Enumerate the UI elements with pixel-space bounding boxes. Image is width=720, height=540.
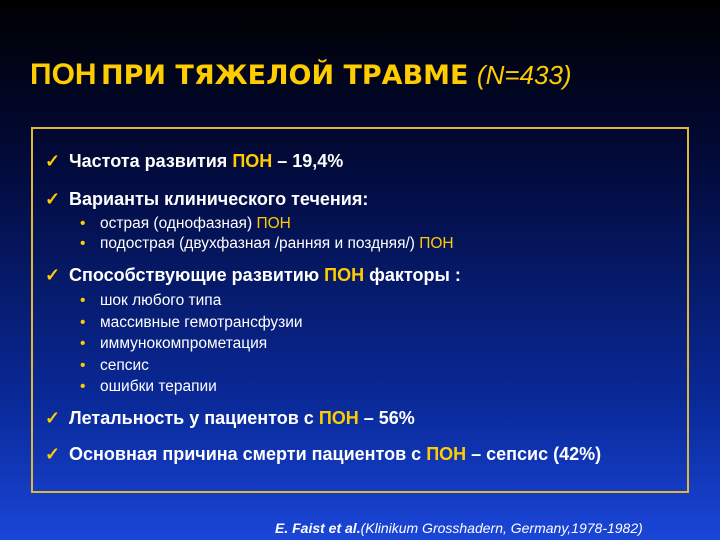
check-icon: ✓	[45, 444, 61, 464]
bullet-icon: •	[80, 357, 86, 374]
factor-text: иммунокомпрометация	[100, 335, 268, 352]
check-icon: ✓	[45, 408, 61, 428]
variant-item	[80, 216, 291, 232]
factor-text: шок любого типа	[100, 292, 222, 309]
factor-item	[80, 293, 221, 309]
item-text: Основная причина смерти пациентов с	[69, 444, 427, 464]
check-icon: ✓	[45, 189, 61, 209]
title-sample-size: (N=433)	[476, 60, 572, 90]
item-variants	[45, 189, 368, 210]
variant-text: острая (однофазная)	[100, 215, 257, 232]
item-frequency	[45, 151, 343, 172]
variant-item	[80, 236, 454, 252]
reference-source: (Klinikum Grosshadern, Germany,1978-1982)	[360, 520, 643, 536]
variant-highlight: ПОН	[256, 215, 291, 232]
factor-item	[80, 358, 149, 374]
bullet-icon: •	[80, 235, 86, 252]
factor-item	[80, 336, 267, 352]
item-tail: – 19,4%	[272, 151, 344, 171]
item-tail: – сепсис (42%)	[466, 444, 602, 464]
item-tail: факторы :	[364, 265, 461, 285]
reference-citation	[275, 520, 643, 536]
item-text: Частота развития	[69, 151, 233, 171]
factor-text: сепсис	[100, 357, 149, 374]
reference-author: E. Faist et al.	[275, 520, 361, 536]
title-main: ПРИ ТЯЖЕЛОЙ ТРАВМЕ	[101, 60, 469, 91]
item-factors	[45, 265, 461, 286]
factor-item	[80, 315, 303, 331]
item-highlight: ПОН	[232, 151, 273, 171]
content-frame	[31, 127, 689, 493]
check-icon: ✓	[45, 151, 61, 171]
item-tail: – 56%	[358, 408, 415, 428]
item-text: Способствующие развитию	[69, 265, 325, 285]
bullet-icon: •	[80, 378, 86, 395]
item-mortality	[45, 408, 415, 429]
check-icon: ✓	[45, 265, 61, 285]
bullet-icon: •	[80, 314, 86, 331]
slide-title	[30, 60, 710, 90]
variant-text: подострая (двухфазная /ранняя и поздняя/)	[100, 235, 420, 252]
bullet-icon: •	[80, 335, 86, 352]
factor-item	[80, 379, 217, 395]
item-highlight: ПОН	[318, 408, 359, 428]
factor-text: ошибки терапии	[100, 378, 217, 395]
bullet-icon: •	[80, 292, 86, 309]
item-highlight: ПОН	[324, 265, 365, 285]
factor-text: массивные гемотрансфузии	[100, 314, 303, 331]
variant-highlight: ПОН	[419, 235, 454, 252]
title-abbr: ПОН	[30, 58, 97, 91]
item-text: Варианты клинического течения:	[69, 189, 369, 209]
item-highlight: ПОН	[426, 444, 467, 464]
item-text: Летальность у пациентов с	[69, 408, 319, 428]
bullet-icon: •	[80, 215, 86, 232]
item-cause-of-death	[45, 444, 601, 465]
